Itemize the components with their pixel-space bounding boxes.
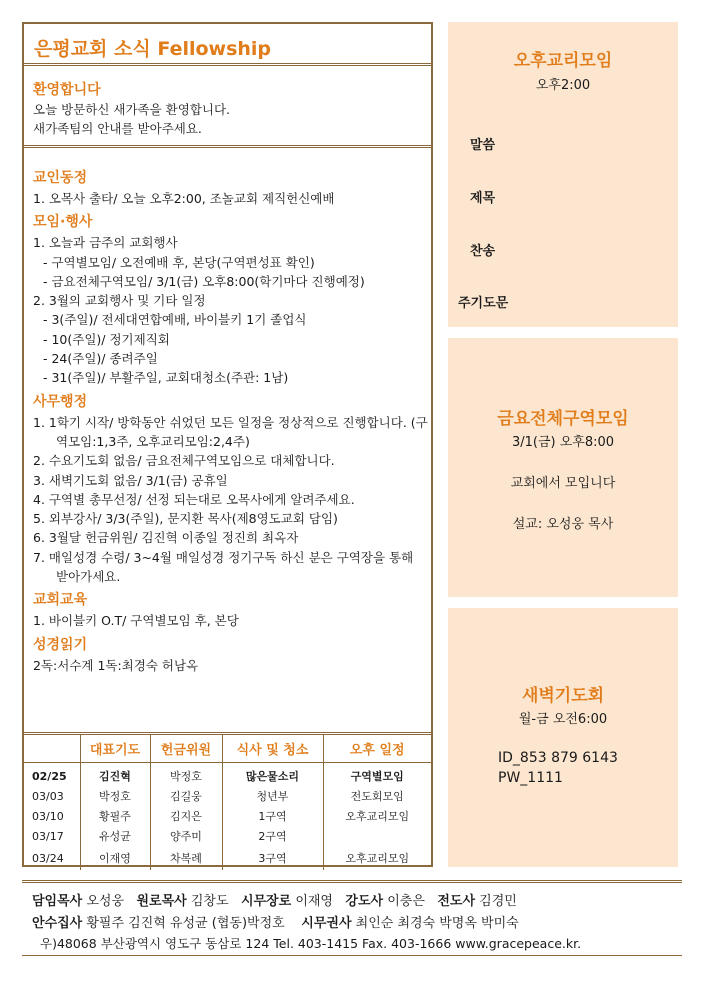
meeting-id: ID_853 879 6143 xyxy=(498,750,618,766)
bible-reading-line: 2독:서수계 1독:최경숙 허남옥 xyxy=(33,657,199,673)
schedule-cell: 이재영 xyxy=(80,846,150,870)
events-subitem: - 31(주일)/ 부활주일, 교회대청소(주관: 1남) xyxy=(43,370,289,386)
schedule-cell: 양주미 xyxy=(150,826,222,846)
schedule-header-row xyxy=(24,735,431,762)
admin-item: 2. 수요기도회 없음/ 금요전체구역모임으로 대체합니다. xyxy=(33,453,335,469)
staff-role: 시무장로 xyxy=(240,894,292,909)
staff-role: 안수집사 xyxy=(32,916,83,931)
staff-news-heading: 교인동정 xyxy=(33,170,88,186)
staff-names: 최인순 최경숙 박명옥 박미숙 xyxy=(355,916,519,931)
friday-meeting-sermon: 설교: 오성웅 목사 xyxy=(512,517,614,532)
hymn-label: 찬송 xyxy=(470,244,496,259)
welcome-line: 새가족팀의 안내를 받아주세요. xyxy=(33,121,202,136)
events-subitem: - 구역별모임/ 오전예배 후, 본당(구역편성표 확인) xyxy=(43,254,315,270)
afternoon-doctrine-panel xyxy=(448,22,678,327)
schedule-header: 오후 일정 xyxy=(323,735,431,762)
staff-role: 담임목사 xyxy=(32,894,83,909)
schedule-cell: 전도회모임 xyxy=(323,786,431,806)
welcome-heading: 환영합니다 xyxy=(33,82,101,98)
events-subitem: - 금요전체구역모임/ 3/1(금) 오후8:00(학기마다 진행예정) xyxy=(43,273,365,289)
duty-schedule xyxy=(24,732,431,867)
schedule-cell xyxy=(323,826,431,846)
table-row xyxy=(24,826,431,846)
staff-names: 이재영 xyxy=(295,894,333,909)
schedule-cell: 1구역 xyxy=(222,806,323,826)
title-bar xyxy=(24,24,431,66)
schedule-cell: 2구역 xyxy=(222,826,323,846)
schedule-header: 대표기도 xyxy=(80,735,150,762)
admin-heading: 사무행정 xyxy=(33,393,88,410)
schedule-cell: 김지은 xyxy=(150,806,222,826)
staff-names: 김경민 xyxy=(479,894,517,909)
admin-item: 6. 3월달 헌금위원/ 김진혁 이종일 정진희 최옥자 xyxy=(33,530,299,546)
friday-meeting-place: 교회에서 모입니다 xyxy=(510,476,616,491)
staff-names: 김창도 xyxy=(190,894,229,909)
admin-item: 3. 새벽기도회 없음/ 3/1(금) 공휴일 xyxy=(33,472,228,488)
schedule-cell: 황필주 xyxy=(80,806,150,826)
staff-news-line: 1. 오목사 출타/ 오늘 오후2:00, 조놀교회 제직헌신예배 xyxy=(33,191,335,206)
admin-item: 1. 1학기 시작/ 방학동안 쉬었던 모든 일정을 정상적으로 진행합니다. (구역모임:1,3주, 오후교리모임:2,4주) xyxy=(33,414,428,449)
subject-label: 제목 xyxy=(470,191,496,206)
welcome-line: 오늘 방문하신 새가족을 환영합니다. xyxy=(33,102,231,117)
staff-row xyxy=(32,912,519,931)
welcome-section xyxy=(24,70,431,148)
dawn-prayer-time: 월-금 오전6:00 xyxy=(518,712,608,727)
schedule-cell: 김진혁 xyxy=(80,762,150,786)
schedule-header: 식사 및 청소 xyxy=(222,735,323,762)
schedule-cell: 구역별모임 xyxy=(323,762,431,786)
schedule-cell: 03/24 xyxy=(32,851,64,865)
schedule-header xyxy=(24,735,80,762)
friday-meeting-panel xyxy=(448,338,678,597)
schedule-cell: 오후교리모임 xyxy=(323,846,431,870)
sermon-label: 말씀 xyxy=(470,138,496,153)
bulletin-news-panel xyxy=(22,22,433,867)
friday-meeting-title: 금요전체구역모임 xyxy=(497,409,629,429)
schedule-header: 헌금위원 xyxy=(150,735,222,762)
afternoon-doctrine-title: 오후교리모임 xyxy=(513,51,613,71)
schedule-cell: 박정호 xyxy=(150,762,222,786)
page-title: 은평교회 소식 Fellowship xyxy=(34,38,272,60)
schedule-cell: 03/17 xyxy=(32,829,64,843)
schedule-cell: 차복례 xyxy=(150,846,222,870)
table-row xyxy=(24,806,431,826)
events-subitem: - 24(주일)/ 종려주일 xyxy=(43,351,158,367)
staff-names: 황필주 김진혁 유성균 (협동)박정호 xyxy=(86,916,285,931)
staff-role: 원로목사 xyxy=(136,894,187,909)
events-heading: 모임·행사 xyxy=(33,214,93,231)
dawn-prayer-panel xyxy=(448,608,678,867)
news-content xyxy=(33,164,429,675)
staff-role: 시무권사 xyxy=(301,916,352,931)
schedule-cell: 청년부 xyxy=(222,786,323,806)
schedule-cell: 많은물소리 xyxy=(222,762,323,786)
events-item: 1. 오늘과 금주의 교회행사 xyxy=(33,235,178,251)
staff-names: 오성웅 xyxy=(86,894,125,909)
schedule-cell: 3구역 xyxy=(222,846,323,870)
lords-prayer-label: 주기도문 xyxy=(458,296,509,311)
events-subitem: - 10(주일)/ 정기제직회 xyxy=(43,331,170,347)
admin-item: 7. 매일성경 수령/ 3~4월 매일성경 정기구독 하신 분은 구역장을 통해 받아가세요. xyxy=(33,549,414,585)
staff-role: 전도사 xyxy=(437,894,476,909)
schedule-cell: 오후교리모임 xyxy=(323,806,431,826)
table-row xyxy=(24,846,431,870)
admin-item: 4. 구역별 총무선정/ 선정 되는대로 오목사에게 알려주세요. xyxy=(33,491,355,507)
schedule-table xyxy=(24,735,431,870)
meeting-password: PW_1111 xyxy=(498,770,563,786)
bible-reading-heading: 성경읽기 xyxy=(33,636,88,653)
education-line: 1. 바이블키 O.T/ 구역별모임 후, 본당 xyxy=(33,613,239,629)
staff-names: 이충은 xyxy=(387,894,425,909)
church-address: 우)48068 부산광역시 영도구 동삼로 124 Tel. 403-1415 Fax. 403-1666 www.gracepeace.kr. xyxy=(40,936,582,951)
staff-role: 강도사 xyxy=(345,894,384,909)
education-heading: 교회교육 xyxy=(33,592,88,609)
schedule-cell: 03/03 xyxy=(32,789,64,803)
events-subitem: - 3(주일)/ 전세대연합예배, 바이블키 1기 졸업식 xyxy=(43,312,307,328)
afternoon-doctrine-time: 오후2:00 xyxy=(535,78,591,93)
table-row xyxy=(24,762,431,786)
staff-row xyxy=(32,890,517,909)
schedule-cell: 박정호 xyxy=(80,786,150,806)
events-item: 2. 3월의 교회행사 및 기타 일정 xyxy=(33,293,206,309)
dawn-prayer-title: 새벽기도회 xyxy=(521,686,605,706)
schedule-cell: 김길웅 xyxy=(150,786,222,806)
friday-meeting-time: 3/1(금) 오후8:00 xyxy=(511,435,615,450)
schedule-cell: 03/10 xyxy=(32,809,64,823)
table-row xyxy=(24,786,431,806)
schedule-cell: 유성균 xyxy=(80,826,150,846)
admin-item: 5. 외부강사/ 3/3(주일), 문지환 목사(제8영도교회 담임) xyxy=(33,511,338,527)
schedule-cell: 02/25 xyxy=(32,769,67,783)
